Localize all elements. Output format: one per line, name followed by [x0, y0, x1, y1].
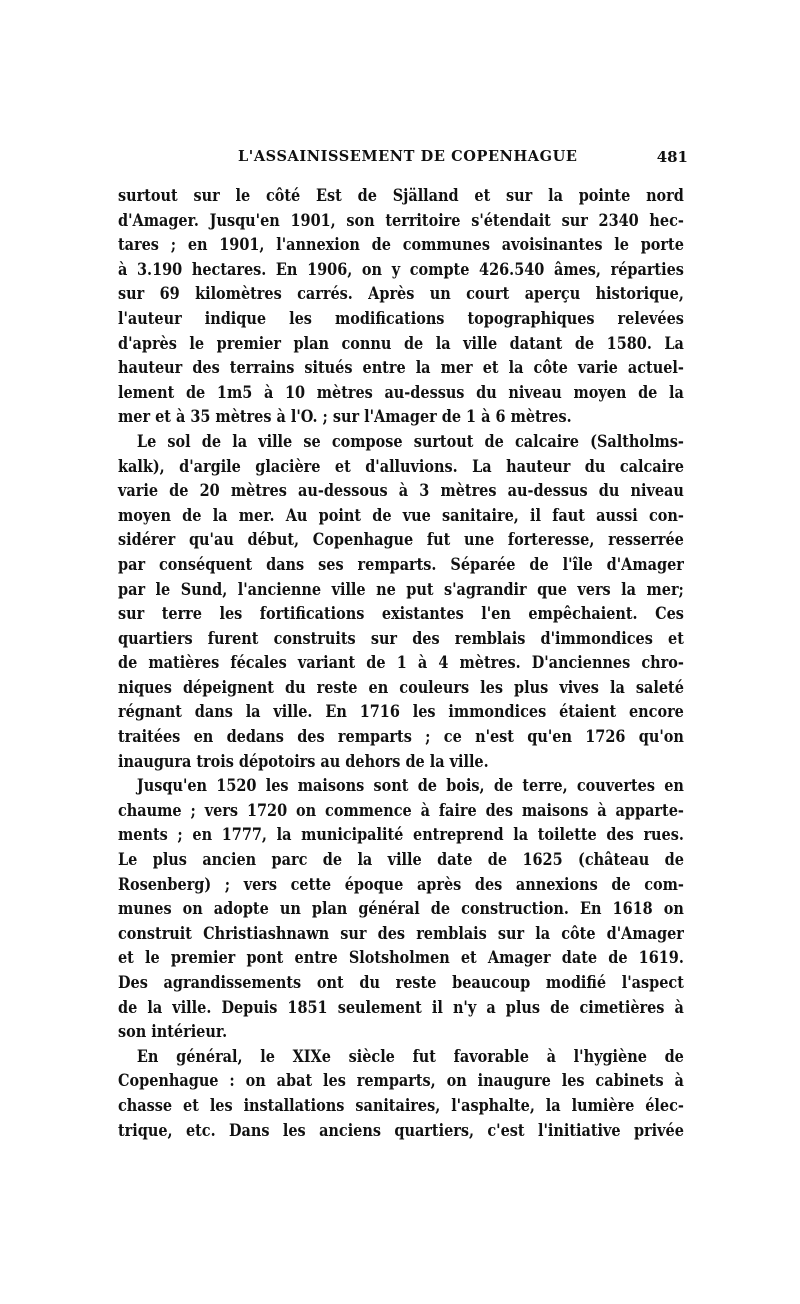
body-text	[118, 183, 684, 1142]
text-line: kalk), d'argile glacière et d'alluvions. La hauteur du calcaire	[118, 455, 684, 476]
paragraph-start-line: Jusqu'en 1520 les maisons sont de bois, de terre, couvertes en	[136, 775, 684, 796]
text-line: l'auteur indique les modifications topographiques relevées	[118, 307, 684, 328]
text-line: traitées en dedans des remparts ; ce n'est qu'en 1726 qu'on	[118, 726, 684, 747]
text-line: ments ; en 1777, la municipalité entreprend la toilette des rues.	[118, 824, 684, 845]
text-line: niques dépeignent du reste en couleurs les plus vives la saleté	[118, 676, 684, 697]
text-line: munes on adopte un plan général de construction. En 1618 on	[118, 898, 684, 919]
page-number: 481	[656, 148, 688, 166]
text-line: sur 69 kilomètres carrés. Après un court aperçu historique,	[118, 283, 684, 304]
text-line: Copenhague : on abat les remparts, on inaugure les cabinets à	[118, 1070, 684, 1091]
text-line: et le premier pont entre Slotsholmen et Amager date de 1619.	[118, 947, 684, 968]
running-title: L'ASSAINISSEMENT DE COPENHAGUE	[238, 148, 578, 165]
text-line: inaugura trois dépotoirs au dehors de la ville.	[118, 750, 489, 771]
text-line: à 3.190 hectares. En 1906, on y compte 426.540 âmes, réparties	[118, 258, 684, 279]
text-line: quartiers furent construits sur des remblais d'immondices et	[118, 627, 684, 648]
text-line: chaume ; vers 1720 on commence à faire des maisons à apparte-	[118, 799, 684, 820]
paragraph-start-line: Le sol de la ville se compose surtout de calcaire (Saltholms-	[136, 430, 684, 451]
text-line: par le Sund, l'ancienne ville ne put s'agrandir que vers la mer;	[118, 578, 684, 599]
text-line: moyen de la mer. Au point de vue sanitaire, il faut aussi con-	[118, 504, 684, 525]
text-line: par conséquent dans ses remparts. Séparée de l'île d'Amager	[118, 553, 684, 574]
paragraph-start-line: En général, le XIXe siècle fut favorable à l'hygiène de	[136, 1045, 684, 1066]
text-line: d'Amager. Jusqu'en 1901, son territoire s'étendait sur 2340 hec-	[118, 209, 684, 230]
text-line: lement de 1m5 à 10 mètres au-dessus du niveau moyen de la	[118, 381, 684, 402]
text-line: son intérieur.	[118, 1021, 228, 1042]
text-line: d'après le premier plan connu de la ville datant de 1580. La	[118, 332, 684, 353]
text-line: surtout sur le côté Est de Själland et sur la pointe nord	[118, 185, 684, 205]
text-line: de la ville. Depuis 1851 seulement il n'y a plus de cimetières à	[118, 996, 684, 1017]
text-line: régnant dans la ville. En 1716 les immondices étaient encore	[118, 701, 684, 722]
text-line: sur terre les fortifications existantes l'en empêchaient. Ces	[118, 603, 684, 624]
text-line: tares ; en 1901, l'annexion de communes avoisinantes le porte	[118, 234, 684, 255]
text-line: Rosenberg) ; vers cette époque après des annexions de com-	[118, 873, 684, 894]
text-line: trique, etc. Dans les anciens quartiers, c'est l'initiative privée	[118, 1119, 684, 1140]
running-head	[118, 148, 688, 172]
text-line: Le plus ancien parc de la ville date de 1625 (château de	[118, 849, 684, 870]
text-line: Des agrandissements ont du reste beaucoup modifié l'aspect	[118, 972, 684, 992]
text-line: sidérer qu'au début, Copenhague fut une forteresse, resserrée	[118, 529, 684, 550]
text-line: chasse et les installations sanitaires, l'asphalte, la lumière élec-	[118, 1094, 684, 1115]
text-line: hauteur des terrains situés entre la mer et la côte varie actuel-	[118, 357, 684, 378]
text-line: varie de 20 mètres au-dessous à 3 mètres au-dessus du niveau	[118, 480, 684, 501]
text-line: mer et à 35 mètres à l'O. ; sur l'Amager de 1 à 6 mètres.	[118, 406, 572, 427]
text-line: de matières fécales variant de 1 à 4 mètres. D'anciennes chro-	[118, 652, 684, 673]
text-line: construit Christiashnawn sur des remblais sur la côte d'Amager	[118, 922, 684, 943]
